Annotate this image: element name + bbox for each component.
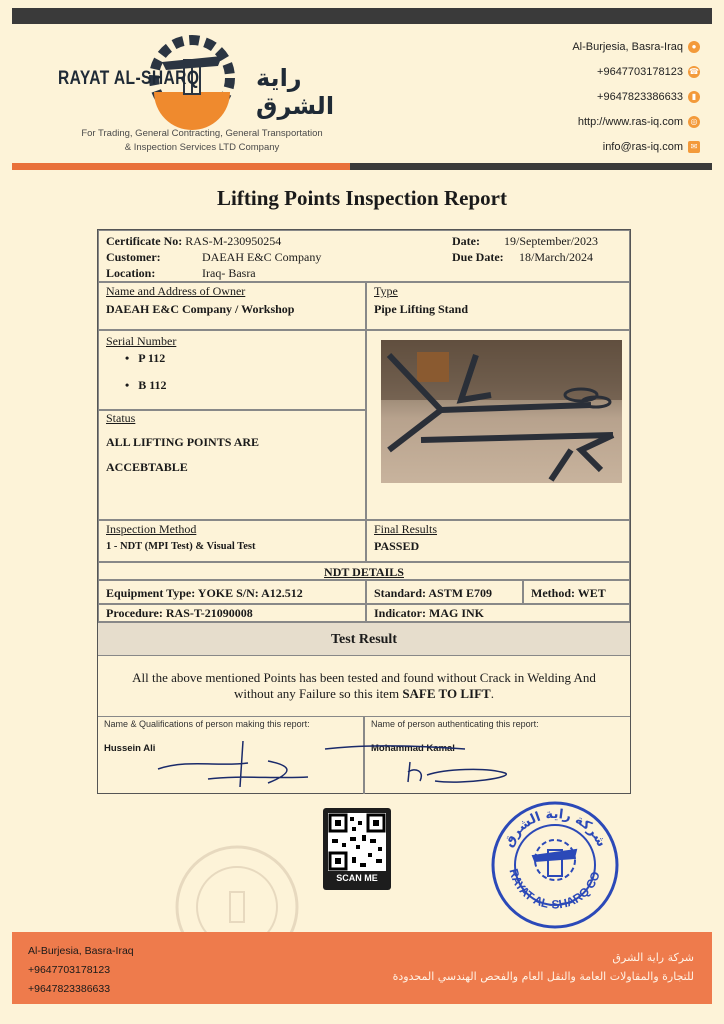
tagline-line-1: For Trading, General Contracting, General Transportation (81, 128, 323, 139)
contact-phone-2: +9647823386633 ▮ (572, 84, 700, 109)
contact-info (572, 34, 700, 159)
signature-right-label: Name of person authenticating this report: (371, 719, 539, 729)
type-label: Type (374, 284, 398, 298)
test-result-text (98, 670, 630, 702)
top-dark-bar (12, 8, 712, 24)
location-label: Location: (106, 266, 156, 280)
footer-bar (12, 932, 712, 1004)
customer-label: Customer: (106, 250, 161, 264)
tagline-line-2: & Inspection Services LTD Company (124, 142, 280, 153)
serial-item-2: • B 112 (125, 378, 167, 392)
company-stamp (488, 798, 622, 932)
mobile-icon: ▮ (688, 91, 700, 103)
indicator-cell (366, 604, 630, 622)
due-date-value: 18/March/2024 (519, 250, 593, 264)
company-tagline (52, 127, 352, 155)
footer-phone-2: +9647823386633 (28, 983, 111, 995)
procedure-value: Procedure: RAS-T-21090008 (106, 606, 253, 620)
method-cell (523, 580, 630, 604)
contact-website[interactable]: http://www.ras-iq.com ◎ (572, 109, 700, 134)
stamp-bottom-text: RAYAT AL-SHARQ CO (506, 867, 603, 912)
page-title: Lifting Points Inspection Report (217, 186, 507, 210)
divider-dark (350, 163, 712, 170)
inspection-label: Inspection Method (106, 522, 197, 536)
status-line-2: ACCEBTABLE (106, 460, 188, 474)
location-value: Iraq- Basra (202, 266, 256, 280)
signature-right-name: Mohammad Kamal (371, 743, 455, 754)
footer-arabic (393, 948, 694, 986)
owner-cell (98, 282, 366, 330)
contact-phone-1: +9647703178123 ☎ (597, 65, 699, 78)
test-result-line-1: All the above mentioned Points has been tested and found without Crack in Welding And (132, 670, 596, 685)
equipment-cell (98, 580, 366, 604)
procedure-cell (98, 604, 366, 622)
item-photo (381, 340, 622, 483)
logo-english-text: RAYAT AL-SHARQ (58, 68, 200, 89)
inspection-value: 1 - NDT (MPI Test) & Visual Test (106, 541, 256, 552)
globe-icon: ◎ (688, 116, 700, 128)
report-table (97, 229, 631, 794)
date-label: Date: (452, 234, 480, 248)
pipe-stand-image (381, 340, 622, 483)
final-results-value: PASSED (374, 539, 420, 553)
owner-value: DAEAH E&C Company / Workshop (106, 302, 295, 316)
final-results-label: Final Results (374, 522, 438, 536)
envelope-icon: ✉ (688, 141, 700, 153)
cert-number: RAS-M-230950254 (185, 234, 282, 248)
type-value: Pipe Lifting Stand (374, 302, 469, 316)
serial-label: Serial Number (106, 334, 177, 348)
footer-address: Al-Burjesia, Basra-Iraq (28, 945, 134, 957)
test-result-line-2: without any Failure so this item SAFE TO LIFT. (234, 686, 494, 701)
inspection-cell (98, 520, 366, 562)
certificate-block (98, 230, 630, 282)
signature-left-name: Hussein Ali (104, 743, 156, 754)
standard-cell (366, 580, 523, 604)
qr-label: SCAN ME (336, 873, 378, 883)
stamp-top-text: شركة راية الشرق (501, 806, 609, 850)
signature-left-label: Name & Qualifications of person making this report: (104, 719, 310, 729)
test-result-heading: Test Result (98, 622, 630, 656)
type-cell (366, 282, 630, 330)
customer-value: DAEAH E&C Company (202, 250, 322, 264)
equipment-type: Equipment Type: YOKE S/N: A12.512 (106, 586, 303, 600)
ndt-heading: NDT DETAILS (324, 565, 404, 579)
footer-arabic-line-1: شركة راية الشرق (612, 951, 694, 964)
status-label: Status (106, 411, 136, 425)
logo-arabic-text: راية الشرق (256, 64, 335, 120)
stamp-seal-icon (488, 798, 622, 932)
qr-pattern-icon (328, 813, 386, 871)
owner-label: Name and Address of Owner (106, 284, 246, 298)
contact-email[interactable]: info@ras-iq.com ✉ (572, 134, 700, 159)
qr-code[interactable] (323, 808, 391, 890)
footer-phone-1: +9647703178123 (28, 964, 111, 976)
signature-right-scribble (315, 737, 535, 787)
company-logo (42, 32, 362, 132)
footer-contact (28, 942, 134, 999)
date-value: 19/September/2023 (504, 234, 598, 248)
location-pin-icon: ● (688, 41, 700, 53)
phone-icon: ☎ (689, 66, 699, 76)
signature-right-cell (364, 716, 630, 794)
final-results-cell (366, 520, 630, 562)
footer-arabic-line-2: للتجارة والمقاولات العامة والنقل العام والفحص الهندسي المحدودة (392, 970, 694, 983)
letterhead (12, 24, 712, 164)
contact-address: Al-Burjesia, Basra-Iraq ● (572, 34, 700, 59)
status-line-1: ALL LIFTING POINTS ARE (106, 435, 260, 449)
serial-cell (98, 330, 366, 410)
serial-item-1: • P 112 (125, 351, 166, 365)
indicator-value: Indicator: MAG INK (374, 606, 484, 620)
divider-orange (12, 163, 350, 170)
due-date-label: Due Date: (452, 250, 504, 264)
cert-label: Certificate No: (106, 234, 183, 248)
status-cell (98, 410, 366, 520)
method-value: Method: WET (531, 586, 606, 600)
standard-value: Standard: ASTM E709 (374, 586, 493, 600)
ndt-heading-cell (98, 562, 630, 580)
